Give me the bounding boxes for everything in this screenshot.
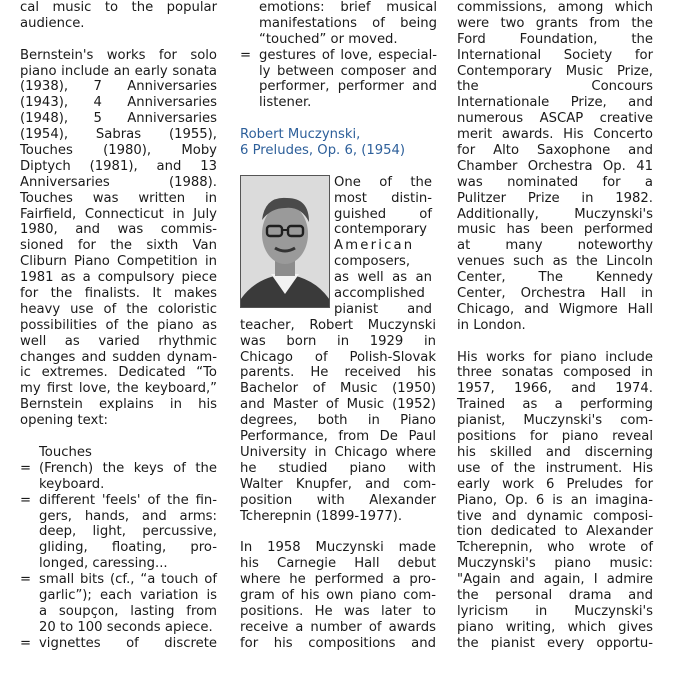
text-line: the Concours: [457, 79, 653, 95]
text-line: 1957, 1966, and 1974.: [457, 381, 653, 397]
text-line: Bernstein explains in his: [20, 397, 217, 413]
text-line: different 'feels' of the fin-: [39, 492, 217, 508]
text-line: at many noteworthy: [457, 238, 653, 254]
text-line: commissions, among which: [457, 0, 653, 15]
text-line: position with Alexander: [240, 492, 436, 508]
column-2: [240, 0, 436, 652]
portrait-photo: [240, 175, 330, 308]
text-line: garlic”); each variation is: [39, 587, 217, 603]
paragraph-beside-photo: [334, 175, 432, 318]
text-line: Tcherepnin, who wrote of: [457, 540, 653, 556]
column-3: [457, 0, 653, 652]
list-marker: =: [240, 47, 252, 63]
text-line: Additionally, Muczynski's: [457, 206, 653, 222]
paragraph: [240, 318, 436, 525]
text-line: gram of his own piano com-: [240, 587, 436, 603]
text-line: Diptych (1981), and 13: [20, 158, 217, 174]
text-line: (1938), 7 Anniversaries: [20, 79, 217, 95]
text-line: possibilities of the piano as: [20, 317, 217, 333]
text-line: ic extremes. Dedicated “To: [20, 365, 217, 381]
text-line: pianist, Muczynski's com-: [457, 413, 653, 429]
text-line: where he performed a pro-: [240, 572, 436, 588]
list-item: [20, 572, 217, 636]
paragraph: [457, 350, 653, 652]
text-line: deep, light, percussive,: [39, 524, 217, 540]
text-line: most distin-: [334, 190, 432, 206]
text-line: "Again and again, I admire: [457, 572, 653, 588]
text-line: guished of: [334, 206, 432, 222]
text-line: well as varied rhythmic: [20, 333, 217, 349]
text-line: (French) the keys of the: [39, 460, 217, 476]
text-line: Touches was written in: [20, 190, 217, 206]
text-line: Muczynski's piano music:: [457, 556, 653, 572]
text-line: the pianist every opportu-: [457, 635, 653, 651]
text-line: a soupçon, lasting from: [39, 603, 217, 619]
text-line: (1943), 4 Anniversaries: [20, 95, 217, 111]
text-line: One of the: [334, 174, 432, 190]
text-line: pianist and: [334, 301, 432, 317]
text-line: music has been performed: [457, 222, 653, 238]
text-line: manifestations of being: [259, 15, 437, 31]
list-title: Touches: [39, 444, 92, 460]
text-line: was nominated for a: [457, 174, 653, 190]
text-line: 20 to 100 seconds apiece.: [39, 619, 213, 635]
text-line: Anniversaries (1988).: [20, 174, 217, 190]
text-line: Bernstein's works for solo: [20, 47, 217, 63]
text-line: His works for piano include: [457, 349, 653, 365]
text-line: use of the instrument. His: [457, 460, 653, 476]
text-line: opening text:: [20, 413, 108, 429]
portrait-icon: [241, 176, 329, 307]
text-line: In 1958 Muczynski made: [240, 540, 436, 556]
text-line: (1948), 5 Anniversaries: [20, 111, 217, 127]
text-line: in London.: [457, 317, 526, 333]
list-item: [240, 48, 436, 112]
paragraph: [20, 48, 217, 429]
text-line: for Alto Saxophone and: [457, 143, 653, 159]
paragraph: [240, 540, 436, 651]
text-line: Walter Knupfer, and com-: [240, 476, 436, 492]
heading-line: 6 Preludes, Op. 6, (1954): [240, 143, 406, 159]
text-line: keyboard.: [39, 476, 105, 492]
text-line: venues such as the Lincoln: [457, 254, 653, 270]
list-marker: =: [20, 572, 32, 588]
text-line: his Carnegie Hall debut: [240, 556, 436, 572]
text-line: gers, hands, and arms:: [39, 508, 217, 524]
text-line: parents. He received his: [240, 365, 436, 381]
text-line: Piano, Op. 6 is an imagina-: [457, 492, 653, 508]
text-line: International Society for: [457, 47, 653, 63]
text-line: positions for piano reveal: [457, 429, 653, 445]
text-line: sioned for the sixth Van: [20, 238, 217, 254]
text-line: gliding, floating, pro-: [39, 540, 217, 556]
text-line: for the finalists. It makes: [20, 286, 217, 302]
text-line: he studied piano with: [240, 460, 436, 476]
text-line: were two grants from the: [457, 15, 653, 31]
list-item: [20, 493, 217, 572]
text-line: as well as an: [334, 270, 432, 286]
text-line: merit awards. His Concerto: [457, 127, 653, 143]
text-line: early work 6 Preludes for: [457, 476, 653, 492]
text-line: University in Chicago where: [240, 444, 436, 460]
text-line: emotions: brief musical: [259, 0, 437, 15]
list-item: [20, 461, 217, 493]
paragraph: [20, 0, 217, 32]
text-line: performer, performer and: [259, 79, 437, 95]
text-line: three sonatas composed in: [457, 365, 653, 381]
list-item: [20, 636, 217, 652]
text-line: piano include an early sonata: [20, 63, 217, 79]
text-line: lyricism in Muczynski's: [457, 603, 653, 619]
text-line: positions. He was later to: [240, 603, 436, 619]
column-1: [20, 0, 217, 652]
text-line: my first love, the keyboard,”: [20, 381, 217, 397]
text-line: vignettes of discrete: [39, 635, 217, 651]
text-line: tive and dynamic composi-: [457, 508, 653, 524]
text-line: Bachelor of Music (1950): [240, 381, 436, 397]
text-line: Touches (1980), Moby: [20, 143, 217, 159]
touches-list: [20, 445, 217, 652]
text-line: Fairfield, Connecticut in July: [20, 206, 217, 222]
text-line: his skilled and discerning: [457, 444, 653, 460]
list-continuation: [240, 0, 436, 48]
text-line: ly between composer and: [259, 63, 437, 79]
text-line: Cliburn Piano Competition in: [20, 254, 217, 270]
text-line: heavy use of the coloristic: [20, 301, 217, 317]
text-line: cal music to the popular: [20, 0, 217, 15]
text-line: the personal drama and: [457, 587, 653, 603]
text-line: and Master of Music (1952): [240, 397, 436, 413]
text-line: Trained as a performing: [457, 397, 653, 413]
section-heading: [240, 127, 436, 159]
text-line: longed, caressing...: [39, 556, 168, 572]
text-line: Internationale Prize, and: [457, 95, 653, 111]
text-line: numerous ASCAP creative: [457, 111, 653, 127]
text-line: small bits (cf., “a touch of: [39, 572, 217, 588]
text-line: Chicago of Polish-Slovak: [240, 349, 436, 365]
text-line: gestures of love, especial-: [259, 47, 437, 63]
text-line: American: [334, 238, 415, 254]
text-line: Pulitzer Prize in 1982.: [457, 190, 653, 206]
text-line: Chamber Orchestra Op. 41: [457, 158, 653, 174]
paragraph: [457, 0, 653, 334]
text-line: Tcherepnin (1899-1977).: [240, 508, 403, 524]
list-marker: =: [20, 492, 32, 508]
text-line: for his compositions and: [240, 635, 436, 651]
text-line: degrees, both in Piano: [240, 413, 436, 429]
heading-line: Robert Muczynski,: [240, 127, 361, 143]
list-marker: =: [20, 460, 32, 476]
text-line: changes and sudden dynam-: [20, 349, 217, 365]
text-line: Center, Orchestra Hall in: [457, 286, 653, 302]
text-line: 1980, and was commis-: [20, 222, 217, 238]
text-line: receive a number of awards: [240, 619, 436, 635]
text-line: “touched” or moved.: [259, 31, 398, 47]
text-line: piano writing, which gives: [457, 619, 653, 635]
text-line: contemporary: [334, 222, 427, 238]
list-marker: =: [20, 635, 32, 651]
text-line: was born in 1929 in: [240, 333, 436, 349]
text-line: Center, The Kennedy: [457, 270, 653, 286]
text-line: Contemporary Music Prize,: [457, 63, 653, 79]
text-line: audience.: [20, 15, 85, 31]
text-line: Chicago, and Wigmore Hall: [457, 301, 653, 317]
text-line: tion dedicated to Alexander: [457, 524, 653, 540]
text-line: listener.: [259, 95, 312, 111]
text-line: Performance, from De Paul: [240, 429, 436, 445]
text-line: 1981 as a compulsory piece: [20, 270, 217, 286]
text-line: (1954), Sabras (1955),: [20, 127, 217, 143]
text-line: accomplished: [334, 286, 425, 302]
text-line: composers,: [334, 254, 411, 270]
text-line: Ford Foundation, the: [457, 31, 653, 47]
text-line: teacher, Robert Muczynski: [240, 317, 436, 333]
